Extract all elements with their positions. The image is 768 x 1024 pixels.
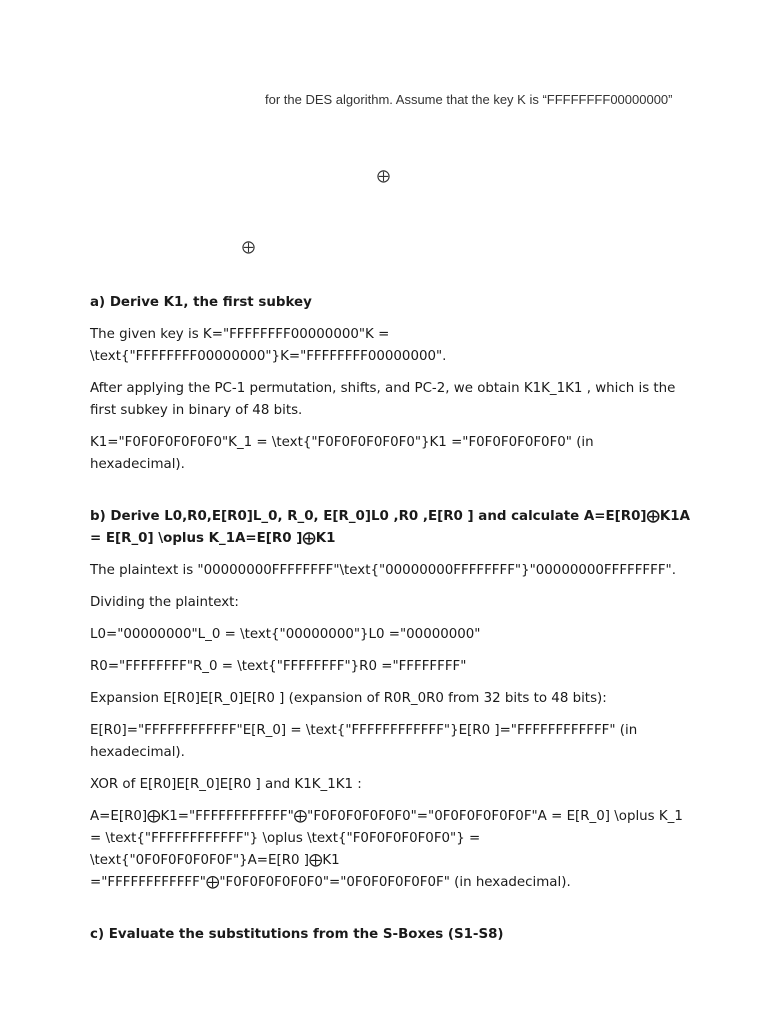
xor-symbol-1: ⨁: [377, 169, 390, 184]
section-b-paragraph-dividing: Dividing the plaintext:: [90, 595, 239, 610]
section-a-paragraph-k1: K1="F0F0F0F0F0F0"K_1 = \text{"F0F0F0F0F0F0"}K1 ="F0F0F0F0F0F0" (in hexadecimal).: [90, 435, 594, 472]
section-a-heading: a) Derive K1, the first subkey: [90, 295, 312, 310]
section-b-paragraph-er0: E[R0]="FFFFFFFFFFFF"E[R_0] = \text{"FFFFFFFFFFFF"}E[R0 ]="FFFFFFFFFFFF" (in hexadecimal).: [90, 723, 638, 760]
section-a: [90, 292, 690, 476]
section-gap: [90, 904, 690, 924]
intro-line: for the DES algorithm. Assume that the key K is “FFFFFFFF00000000”: [265, 92, 673, 107]
document-body: [90, 292, 690, 956]
section-a-paragraph-given-key: The given key is K="FFFFFFFF00000000"K = \text{"FFFFFFFF00000000"}K="FFFFFFFF00000000".: [90, 327, 447, 364]
section-c-heading: c) Evaluate the substitutions from the S-Boxes (S1-S8): [90, 927, 504, 942]
section-b-paragraph-xor-of: XOR of E[R0]E[R_0]E[R0 ] and K1K_1K1 :: [90, 777, 362, 792]
section-b-paragraph-l0: L0="00000000"L_0 = \text{"00000000"}L0 ="00000000": [90, 627, 481, 642]
xor-symbol-2: ⨁: [242, 240, 255, 255]
section-b-paragraph-r0: R0="FFFFFFFF"R_0 = \text{"FFFFFFFF"}R0 ="FFFFFFFF": [90, 659, 467, 674]
section-b-heading: b) Derive L0,R0,E[R0]L_0, R_0, E[R_0]L0 ,R0 ,E[R0 ] and calculate A=E[R0]⨁K1A = E[R_0] \oplus K_1A=E[R0 ]⨁K1: [90, 509, 690, 546]
section-c: [90, 924, 690, 946]
section-b-paragraph-expansion: Expansion E[R0]E[R_0]E[R0 ] (expansion of R0R_0R0 from 32 bits to 48 bits):: [90, 691, 607, 706]
section-b-paragraph-a-result: A=E[R0]⨁K1="FFFFFFFFFFFF"⨁"F0F0F0F0F0F0"="0F0F0F0F0F0F"A = E[R_0] \oplus K_1 = \text{"FFFFFFFFFFFF"} \oplus \text{"F0F0F0F0F0F0"} = \text{"0F0F0F0F0F0F"}A=E[R0 ]⨁K1 ="FFFFFFFFFFFF"⨁"F0F0F0F0F0F0"="0F0F0F0F0F0F" (in hexadecimal).: [90, 809, 683, 890]
section-b: [90, 506, 690, 894]
section-gap: [90, 486, 690, 506]
section-b-paragraph-plaintext: The plaintext is "00000000FFFFFFFF"\text{"00000000FFFFFFFF"}"00000000FFFFFFFF".: [90, 563, 676, 578]
section-a-paragraph-pc1: After applying the PC-1 permutation, shifts, and PC-2, we obtain K1K_1K1 , which is the first subkey in binary of 48 bits.: [90, 381, 676, 418]
